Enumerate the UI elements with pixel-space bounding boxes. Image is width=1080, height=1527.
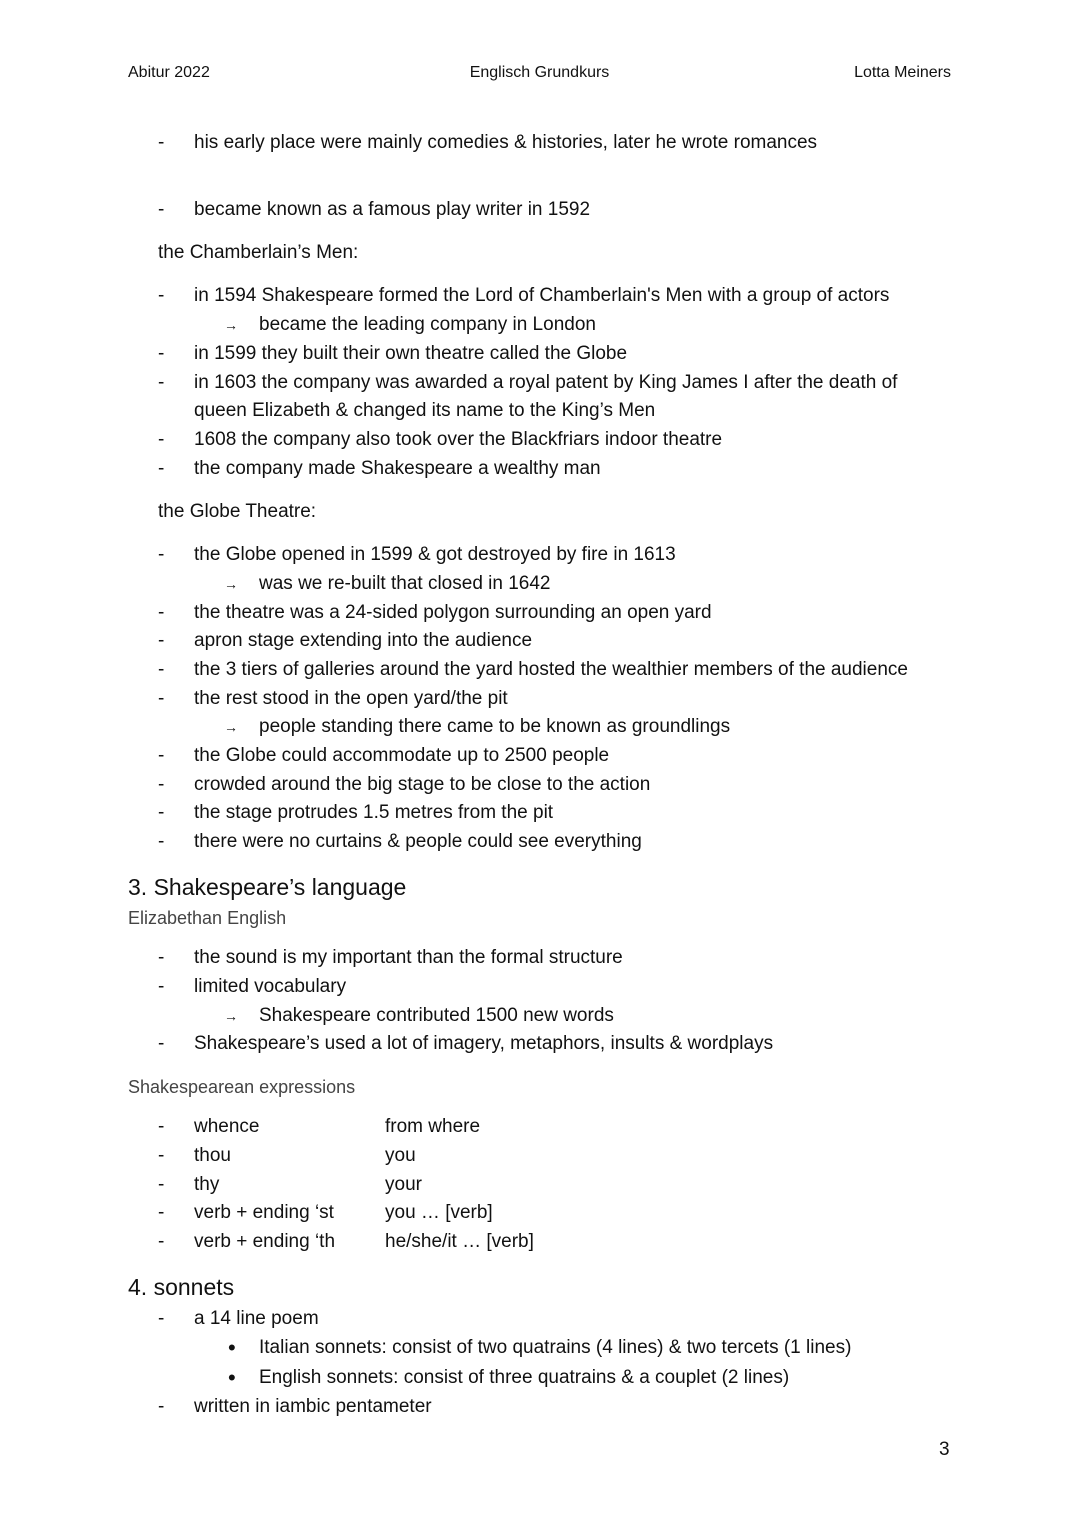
list-dash: - (158, 1231, 165, 1252)
list-dash: - (158, 688, 165, 709)
header-left: Abitur 2022 (128, 64, 210, 81)
list-item: crowded around the big stage to be close to the action (194, 774, 651, 795)
list-subitem: people standing there came to be known as groundlings (259, 716, 731, 737)
list-dash: - (158, 372, 165, 393)
list-dash: - (158, 429, 165, 450)
list-dash: - (158, 199, 165, 220)
list-item: his early place were mainly comedies & histories, later he wrote romances (194, 132, 818, 153)
list-item: the sound is my important than the formal structure (194, 947, 623, 968)
list-item: in 1594 Shakespeare formed the Lord of Chamberlain's Men with a group of actors (194, 285, 890, 306)
list-dash: - (158, 343, 165, 364)
bullet-icon: • (228, 1365, 236, 1390)
expression-term: whence (194, 1116, 260, 1137)
list-dash: - (158, 802, 165, 823)
list-dash: - (158, 285, 165, 306)
list-dash: - (158, 947, 165, 968)
list-subitem: English sonnets: consist of three quatrains & a couplet (2 lines) (259, 1367, 790, 1388)
list-dash: - (158, 630, 165, 651)
expression-meaning: you … [verb] (385, 1202, 493, 1223)
list-item-continuation: queen Elizabeth & changed its name to the King’s Men (194, 400, 656, 421)
expression-term: thy (194, 1174, 220, 1195)
list-dash: - (158, 831, 165, 852)
subsection-heading: Shakespearean expressions (128, 1077, 356, 1097)
list-item: limited vocabulary (194, 976, 347, 997)
list-dash: - (158, 1033, 165, 1054)
list-item: the stage protrudes 1.5 metres from the pit (194, 802, 554, 823)
list-item: in 1603 the company was awarded a royal patent by King James I after the death of (194, 372, 898, 393)
list-item: the Globe could accommodate up to 2500 people (194, 745, 610, 766)
list-item: the Globe opened in 1599 & got destroyed by fire in 1613 (194, 544, 676, 565)
list-dash: - (158, 1174, 165, 1195)
list-dash: - (158, 132, 165, 153)
list-dash: - (158, 1145, 165, 1166)
list-dash: - (158, 1116, 165, 1137)
list-item: there were no curtains & people could see everything (194, 831, 642, 852)
header-right: Lotta Meiners (854, 64, 951, 81)
list-item: Shakespeare’s used a lot of imagery, metaphors, insults & wordplays (194, 1033, 774, 1054)
list-dash: - (158, 1308, 165, 1329)
expression-meaning: you (385, 1145, 416, 1166)
list-dash: - (158, 544, 165, 565)
list-dash: - (158, 745, 165, 766)
list-dash: - (158, 1396, 165, 1417)
section-heading: 3. Shakespeare’s language (128, 874, 407, 900)
list-dash: - (158, 458, 165, 479)
expression-meaning: he/she/it … [verb] (385, 1231, 534, 1252)
expression-meaning: your (385, 1174, 422, 1195)
expression-term: thou (194, 1145, 231, 1166)
list-subitem: became the leading company in London (259, 314, 596, 335)
list-item: the company made Shakespeare a wealthy man (194, 458, 601, 479)
chamberlain-label: the Chamberlain’s Men: (158, 242, 359, 263)
header-center: Englisch Grundkurs (469, 64, 610, 81)
list-item: 1608 the company also took over the Blackfriars indoor theatre (194, 429, 723, 450)
section-heading: 4. sonnets (128, 1274, 235, 1300)
arrow-icon: → (224, 317, 238, 333)
list-dash: - (158, 976, 165, 997)
list-item: the theatre was a 24-sided polygon surrounding an open yard (194, 602, 712, 623)
list-dash: - (158, 774, 165, 795)
list-item: a 14 line poem (194, 1308, 319, 1329)
subsection-heading: Elizabethan English (128, 908, 287, 928)
list-dash: - (158, 602, 165, 623)
expression-term: verb + ending ‘th (194, 1231, 336, 1252)
list-subitem: Italian sonnets: consist of two quatrains (4 lines) & two tercets (1 lines) (259, 1337, 852, 1358)
expression-meaning: from where (385, 1116, 481, 1137)
arrow-icon: → (224, 719, 238, 735)
expression-term: verb + ending ‘st (194, 1202, 334, 1223)
arrow-icon: → (224, 1008, 238, 1024)
list-item: the 3 tiers of galleries around the yard hosted the wealthier members of the audience (194, 659, 908, 680)
list-item: became known as a famous play writer in 1592 (194, 199, 591, 220)
list-dash: - (158, 659, 165, 680)
page-number: 3 (939, 1439, 950, 1460)
arrow-icon: → (224, 576, 238, 592)
page-header (128, 64, 951, 88)
list-item: the rest stood in the open yard/the pit (194, 688, 508, 709)
globe-label: the Globe Theatre: (158, 501, 317, 522)
list-item: in 1599 they built their own theatre called the Globe (194, 343, 628, 364)
list-item: apron stage extending into the audience (194, 630, 533, 651)
list-item: written in iambic pentameter (194, 1396, 432, 1417)
list-subitem: was we re-built that closed in 1642 (259, 573, 551, 594)
list-dash: - (158, 1202, 165, 1223)
list-subitem: Shakespeare contributed 1500 new words (259, 1005, 614, 1026)
bullet-icon: • (228, 1335, 236, 1360)
